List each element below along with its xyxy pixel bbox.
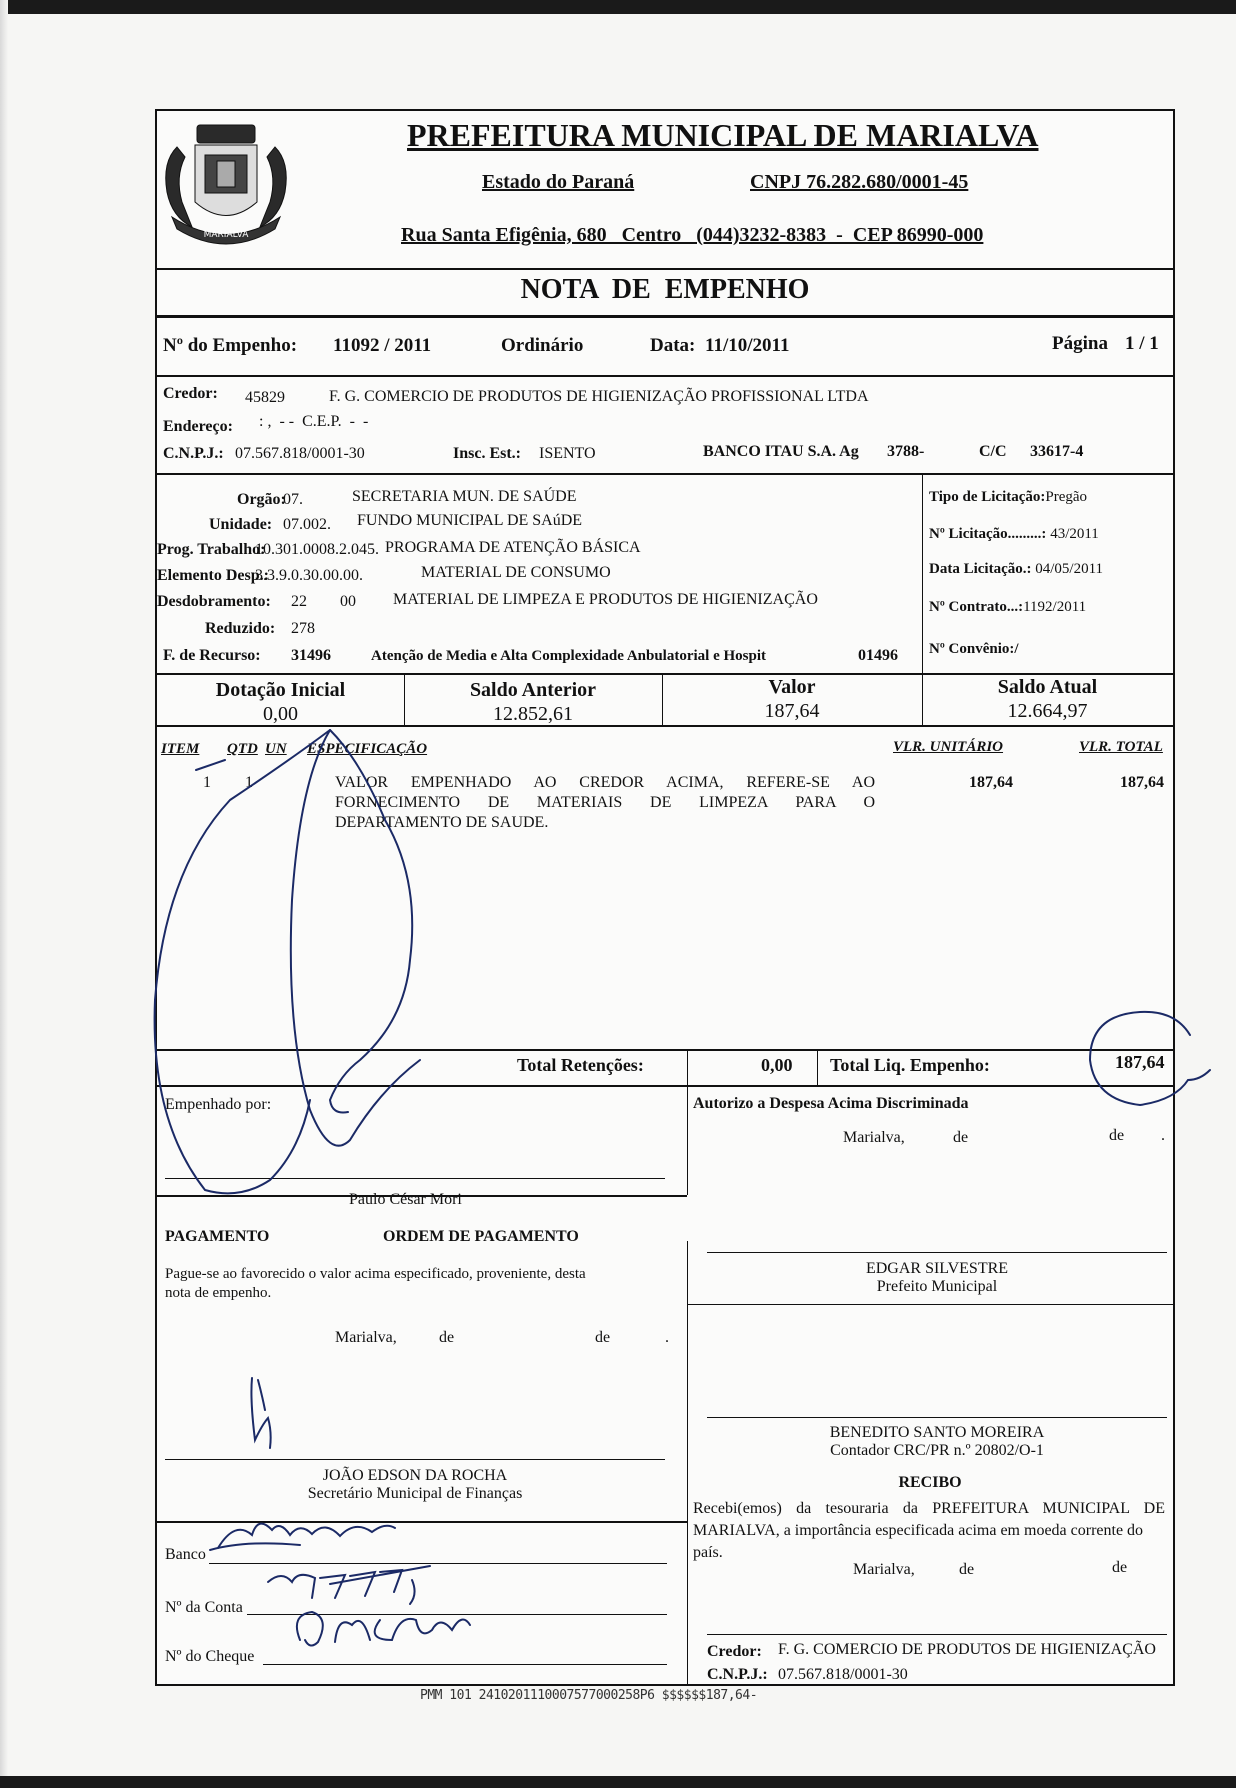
recibo-cnpj-value: 07.567.818/0001-30 (778, 1666, 908, 1683)
credor-label: Credor: (163, 385, 218, 402)
elem-code: 3.3.9.0.30.00.00. (255, 567, 363, 584)
data-licitacao: Data Licitação.: 04/05/2011 (929, 561, 1104, 577)
recibo-credor-label: Credor: (707, 1643, 762, 1660)
pagamento-de2: de (595, 1329, 611, 1346)
recurso-num: 01496 (858, 647, 898, 664)
state-name: Estado do Paraná (482, 171, 635, 193)
pagamento-city: Marialva, (335, 1329, 397, 1346)
num-convenio: Nº Convênio:/ (929, 641, 1019, 657)
cnpj-label: C.N.P.J.: (163, 445, 224, 462)
recibo-title: RECIBO (898, 1474, 962, 1491)
footer-machine-code: PMM 101 2410201110007577000258P6 $$$$$$187,64- (420, 1688, 758, 1703)
elem-label: Elemento Desp.: (157, 567, 269, 584)
prefeitura-cnpj: CNPJ 76.282.680/0001-45 (750, 171, 969, 193)
autorizo-city: Marialva, (843, 1129, 905, 1146)
col-item: ITEM (161, 741, 200, 757)
desd-code: 22 (291, 593, 307, 610)
item-unit-value: 187,64 (969, 774, 1013, 791)
scan-left-edge (0, 0, 8, 1788)
pagamento-de1: de (439, 1329, 455, 1346)
pagamento-label: PAGAMENTO (165, 1228, 270, 1245)
svg-text:MARIALVA: MARIALVA (203, 230, 249, 240)
item-desc-line2: FORNECIMENTO DE MATERIAIS DE LIMPEZA PARA O (335, 794, 875, 811)
valor-label: Valor (768, 676, 816, 698)
conta-label: Nº da Conta (165, 1599, 243, 1616)
coat-of-arms-seal (157, 117, 295, 247)
total-liq-value: 187,64 (1115, 1052, 1165, 1072)
nota-de-empenho-form (155, 109, 1175, 1686)
item-number: 1 (203, 774, 211, 791)
ordem-pagamento-label: ORDEM DE PAGAMENTO (383, 1228, 579, 1245)
total-liq-label: Total Liq. Empenho: (830, 1055, 990, 1075)
pagamento-dot: . (665, 1329, 669, 1346)
reduzido-label: Reduzido: (205, 620, 276, 637)
endereco-label: Endereço: (163, 418, 233, 435)
recibo-text-line1: Recebi(emos) da tesouraria da PREFEITURA MUNICIPAL DE (693, 1500, 1165, 1517)
saldo-anterior-value: 12.852,61 (493, 703, 573, 725)
cc-label: C/C (979, 443, 1007, 460)
dotacao-value: 0,00 (263, 703, 298, 725)
num-licitacao: Nº Licitação.........: 43/2011 (929, 526, 1099, 542)
empenho-number: 11092 / 2011 (333, 335, 432, 356)
num-contrato: Nº Contrato...:1192/2011 (929, 599, 1087, 615)
credor-code: 45829 (245, 389, 285, 406)
desd-code2: 00 (340, 593, 356, 610)
recibo-text-line2: MARIALVA, a importância especificada acima em moeda corrente do (693, 1522, 1144, 1539)
col-especificacao: ESPECIFICAÇÃO (307, 741, 428, 757)
prefeito-role: Prefeito Municipal (876, 1278, 998, 1295)
page-number: 1 / 1 (1125, 333, 1159, 354)
recibo-credor-name: F. G. COMERCIO DE PRODUTOS DE HIGIENIZAÇÃO (778, 1641, 1156, 1658)
scan-bottom-edge (0, 1776, 1236, 1788)
credor-name: F. G. COMERCIO DE PRODUTOS DE HIGIENIZAÇÃO PROFISSIONAL LTDA (329, 388, 869, 405)
reduzido-code: 278 (291, 620, 315, 637)
orgao-name: SECRETARIA MUN. DE SAÚDE (352, 488, 577, 505)
scan-top-edge (0, 0, 1236, 14)
prefeitura-title: PREFEITURA MUNICIPAL DE MARIALVA (407, 117, 1039, 153)
total-retencoes-value: 0,00 (761, 1055, 793, 1075)
pagamento-text-line2: nota de empenho. (165, 1285, 272, 1301)
empenhado-por-label: Empenhado por: (165, 1096, 272, 1113)
insc-label: Insc. Est.: (453, 445, 522, 462)
prog-code: 10.301.0008.2.045. (255, 541, 379, 558)
contador-name: BENEDITO SANTO MOREIRA (829, 1424, 1045, 1441)
page-label: Página (1052, 333, 1108, 354)
total-retencoes-label: Total Retenções: (517, 1055, 644, 1075)
orgao-code: 07. (283, 491, 303, 508)
recurso-label: F. de Recurso: (163, 647, 261, 664)
item-total-value: 187,64 (1120, 774, 1164, 791)
desd-name: MATERIAL DE LIMPEZA E PRODUTOS DE HIGIENIZAÇÃO (393, 591, 818, 608)
orgao-label: Orgão: (237, 491, 286, 508)
prog-label: Prog. Trabalho: (157, 541, 266, 558)
autorizo-de1: de (953, 1129, 969, 1146)
secretario-name: JOÃO EDSON DA ROCHA (322, 1467, 508, 1484)
cheque-label: Nº do Cheque (165, 1648, 255, 1665)
banco-label: Banco (165, 1546, 206, 1563)
empenho-type: Ordinário (501, 335, 584, 356)
unidade-name: FUNDO MUNICIPAL DE SAúDE (357, 512, 583, 529)
col-un: UN (265, 741, 287, 757)
insc-value: ISENTO (539, 445, 596, 462)
unidade-code: 07.002. (283, 516, 331, 533)
recibo-de1: de (959, 1561, 975, 1578)
document-title: NOTA DE EMPENHO (520, 274, 810, 305)
recibo-cnpj-label: C.N.P.J.: (707, 1666, 768, 1683)
item-desc-line3: DEPARTAMENTO DE SAUDE. (335, 814, 549, 831)
unidade-label: Unidade: (209, 516, 273, 533)
empenho-date: 11/10/2011 (705, 335, 790, 356)
col-qtd: QTD (227, 741, 258, 757)
col-vlr-total: VLR. TOTAL (1079, 739, 1163, 755)
autorizo-label: Autorizo a Despesa Acima Discriminada (693, 1095, 969, 1112)
bank-name: BANCO ITAU S.A. Ag (703, 443, 859, 460)
contador-role: Contador CRC/PR n.º 20802/O-1 (830, 1442, 1044, 1459)
empenho-number-label: Nº do Empenho: (163, 335, 298, 356)
secretario-role: Secretário Municipal de Finanças (307, 1485, 523, 1502)
col-vlr-unitario: VLR. UNITÁRIO (893, 739, 1004, 755)
endereco-value: : , - - C.E.P. - - (259, 413, 369, 430)
item-qtd: 1 (245, 774, 253, 791)
recurso-code: 31496 (291, 647, 331, 664)
prefeitura-address: Rua Santa Efigênia, 680 Centro (044)3232-8383 - CEP 86990-000 (401, 224, 984, 246)
valor-value: 187,64 (764, 700, 820, 722)
cc-value: 33617-4 (1030, 443, 1084, 460)
prefeito-name: EDGAR SILVESTRE (865, 1260, 1009, 1277)
tipo-licitacao-label: Tipo de Licitação:Pregão (929, 489, 1088, 505)
recurso-name: Atenção de Media e Alta Complexidade Anbulatorial e Hospit (371, 648, 766, 664)
recibo-de2: de (1112, 1559, 1128, 1576)
saldo-anterior-label: Saldo Anterior (469, 679, 597, 701)
desd-label: Desdobramento: (157, 593, 271, 610)
autorizo-de2: de (1109, 1127, 1125, 1144)
prog-name: PROGRAMA DE ATENÇÃO BÁSICA (385, 539, 641, 556)
item-desc-line1: VALOR EMPENHADO AO CREDOR ACIMA, REFERE-SE AO (335, 774, 875, 791)
empenhado-por-name: Paulo César Mori (349, 1191, 462, 1208)
recibo-city: Marialva, (853, 1561, 915, 1578)
elem-name: MATERIAL DE CONSUMO (421, 564, 611, 581)
autorizo-dot: . (1161, 1127, 1165, 1144)
empenho-date-label: Data: (650, 335, 696, 356)
pagamento-text-line1: Pague-se ao favorecido o valor acima especificado, proveniente, desta (165, 1266, 586, 1282)
bank-agency: 3788- (887, 443, 925, 460)
recibo-text-line3: país. (693, 1544, 723, 1561)
saldo-atual-label: Saldo Atual (997, 676, 1098, 698)
credor-cnpj: 07.567.818/0001-30 (235, 445, 365, 462)
dotacao-label: Dotação Inicial (215, 679, 346, 701)
saldo-atual-value: 12.664,97 (1007, 700, 1088, 722)
